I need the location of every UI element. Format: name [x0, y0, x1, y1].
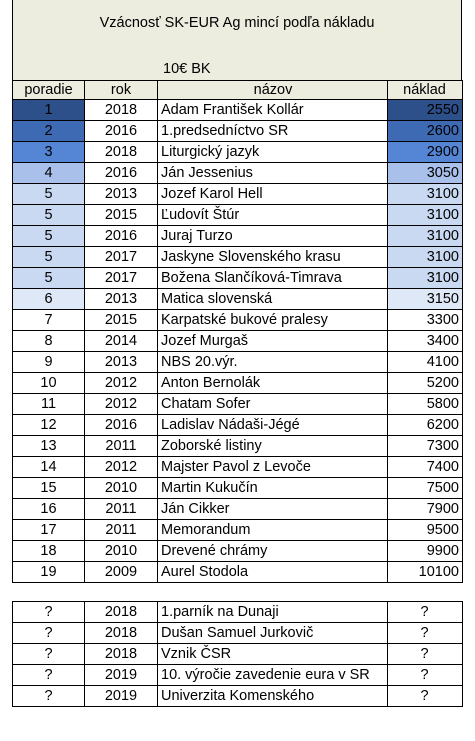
name-cell[interactable]: Ján Cikker [158, 499, 388, 520]
rank-cell[interactable]: 5 [13, 247, 85, 268]
header-row [13, 81, 463, 100]
year-cell[interactable]: 2011 [85, 520, 158, 541]
table-row [13, 520, 463, 541]
rank-cell[interactable]: 4 [13, 163, 85, 184]
year-cell[interactable]: 2016 [85, 415, 158, 436]
year-cell[interactable]: 2009 [85, 562, 158, 583]
year-cell[interactable]: 2015 [85, 205, 158, 226]
header-rank[interactable]: poradie [13, 81, 85, 100]
upcoming-row [13, 644, 463, 665]
cost-cell[interactable]: 2550 [388, 100, 463, 121]
ranking-table [12, 80, 463, 583]
table-row [13, 205, 463, 226]
table-row [13, 394, 463, 415]
name-cell[interactable]: 1.parník na Dunaji [158, 602, 388, 623]
name-cell[interactable]: Jaskyne Slovenského krasu [158, 247, 388, 268]
cost-cell[interactable]: 7300 [388, 436, 463, 457]
rank-cell[interactable]: 14 [13, 457, 85, 478]
rank-cell[interactable]: 19 [13, 562, 85, 583]
upcoming-row [13, 623, 463, 644]
year-cell[interactable]: 2018 [85, 142, 158, 163]
rank-cell[interactable]: 11 [13, 394, 85, 415]
name-cell[interactable]: Božena Slančíková-Timrava [158, 268, 388, 289]
table-row [13, 478, 463, 499]
cost-cell[interactable]: 3100 [388, 268, 463, 289]
rank-cell[interactable]: 18 [13, 541, 85, 562]
name-cell[interactable]: Jozef Murgaš [158, 331, 388, 352]
year-cell[interactable]: 2013 [85, 289, 158, 310]
name-cell[interactable]: Juraj Turzo [158, 226, 388, 247]
rank-cell[interactable]: 1 [13, 100, 85, 121]
rank-cell[interactable]: 2 [13, 121, 85, 142]
name-cell[interactable]: Drevené chrámy [158, 541, 388, 562]
table-gap [12, 583, 462, 601]
year-cell[interactable]: 2019 [85, 686, 158, 707]
name-cell[interactable]: Adam František Kollár [158, 100, 388, 121]
cost-cell[interactable]: 6200 [388, 415, 463, 436]
rank-cell[interactable]: 5 [13, 184, 85, 205]
year-cell[interactable]: 2010 [85, 541, 158, 562]
table-row [13, 562, 463, 583]
rank-cell[interactable]: ? [13, 686, 85, 707]
year-cell[interactable]: 2017 [85, 268, 158, 289]
header-cost[interactable]: náklad [388, 81, 463, 100]
rank-cell[interactable]: 9 [13, 352, 85, 373]
rank-cell[interactable]: 15 [13, 478, 85, 499]
cost-cell[interactable]: 2900 [388, 142, 463, 163]
year-cell[interactable]: 2016 [85, 163, 158, 184]
year-cell[interactable]: 2012 [85, 457, 158, 478]
cost-cell[interactable]: 10100 [388, 562, 463, 583]
cost-cell[interactable]: ? [388, 602, 463, 623]
cost-cell[interactable]: 3100 [388, 205, 463, 226]
year-cell[interactable]: 2011 [85, 499, 158, 520]
cost-cell[interactable]: 3100 [388, 226, 463, 247]
rank-cell[interactable]: 7 [13, 310, 85, 331]
table-row [13, 541, 463, 562]
year-cell[interactable]: 2015 [85, 310, 158, 331]
table-row [13, 163, 463, 184]
rank-cell[interactable]: 12 [13, 415, 85, 436]
year-cell[interactable]: 2012 [85, 373, 158, 394]
year-cell[interactable]: 2016 [85, 121, 158, 142]
cost-cell[interactable]: 2600 [388, 121, 463, 142]
table-row [13, 289, 463, 310]
year-cell[interactable]: 2016 [85, 226, 158, 247]
table-row [13, 142, 463, 163]
year-cell[interactable]: 2011 [85, 436, 158, 457]
sheet-subtitle: 10€ BK [163, 61, 211, 77]
header-name[interactable]: názov [158, 81, 388, 100]
rank-cell[interactable]: 17 [13, 520, 85, 541]
rank-cell[interactable]: 5 [13, 268, 85, 289]
table-row [13, 100, 463, 121]
name-cell[interactable]: Ľudovít Štúr [158, 205, 388, 226]
cost-cell[interactable]: 3400 [388, 331, 463, 352]
name-cell[interactable]: NBS 20.výr. [158, 352, 388, 373]
name-cell[interactable]: Liturgický jazyk [158, 142, 388, 163]
table-row [13, 499, 463, 520]
rank-cell[interactable]: ? [13, 644, 85, 665]
rank-cell[interactable]: ? [13, 602, 85, 623]
name-cell[interactable]: Martin Kukučín [158, 478, 388, 499]
rank-cell[interactable]: 10 [13, 373, 85, 394]
name-cell[interactable]: 1.predsedníctvo SR [158, 121, 388, 142]
year-cell[interactable]: 2018 [85, 100, 158, 121]
cost-cell[interactable]: 7500 [388, 478, 463, 499]
name-cell[interactable]: Aurel Stodola [158, 562, 388, 583]
rank-cell[interactable]: 5 [13, 205, 85, 226]
year-cell[interactable]: 2013 [85, 352, 158, 373]
year-cell[interactable]: 2012 [85, 394, 158, 415]
name-cell[interactable]: Anton Bernolák [158, 373, 388, 394]
year-cell[interactable]: 2013 [85, 184, 158, 205]
table-row [13, 331, 463, 352]
rank-cell[interactable]: 16 [13, 499, 85, 520]
year-cell[interactable]: 2010 [85, 478, 158, 499]
name-cell[interactable]: Karpatské bukové pralesy [158, 310, 388, 331]
name-cell[interactable]: Univerzita Komenského [158, 686, 388, 707]
rank-cell[interactable]: 5 [13, 226, 85, 247]
name-cell[interactable]: Majster Pavol z Levoče [158, 457, 388, 478]
year-cell[interactable]: 2018 [85, 644, 158, 665]
table-row [13, 436, 463, 457]
rank-cell[interactable]: ? [13, 665, 85, 686]
name-cell[interactable]: Vznik ČSR [158, 644, 388, 665]
table-row [13, 352, 463, 373]
sheet-title: Vzácnosť SK-EUR Ag mincí podľa nákladu [99, 15, 375, 31]
year-cell[interactable]: 2019 [85, 665, 158, 686]
cost-cell[interactable]: 4100 [388, 352, 463, 373]
upcoming-row [13, 686, 463, 707]
name-cell[interactable]: Memorandum [158, 520, 388, 541]
name-cell[interactable]: Ján Jessenius [158, 163, 388, 184]
rank-cell[interactable]: 13 [13, 436, 85, 457]
cost-cell[interactable]: 3150 [388, 289, 463, 310]
table-row [13, 415, 463, 436]
cost-cell[interactable]: 3100 [388, 247, 463, 268]
name-cell[interactable]: Matica slovenská [158, 289, 388, 310]
cost-cell[interactable]: 3100 [388, 184, 463, 205]
name-cell[interactable]: Jozef Karol Hell [158, 184, 388, 205]
rank-cell[interactable]: 3 [13, 142, 85, 163]
table-row [13, 247, 463, 268]
table-row [13, 184, 463, 205]
name-cell[interactable]: 10. výročie zavedenie eura v SR [158, 665, 388, 686]
table-row [13, 121, 463, 142]
table-row [13, 457, 463, 478]
cost-cell[interactable]: 5200 [388, 373, 463, 394]
cost-cell[interactable]: 7900 [388, 499, 463, 520]
cost-cell[interactable]: 9500 [388, 520, 463, 541]
upcoming-table [12, 601, 463, 707]
upcoming-row [13, 602, 463, 623]
spreadsheet [12, 0, 462, 707]
title-area [12, 0, 462, 80]
header-year[interactable]: rok [85, 81, 158, 100]
cost-cell[interactable]: 3050 [388, 163, 463, 184]
table-row [13, 226, 463, 247]
table-row [13, 310, 463, 331]
year-cell[interactable]: 2018 [85, 602, 158, 623]
year-cell[interactable]: 2018 [85, 623, 158, 644]
cost-cell[interactable]: ? [388, 686, 463, 707]
table-row [13, 373, 463, 394]
cost-cell[interactable]: ? [388, 623, 463, 644]
rank-cell[interactable]: 6 [13, 289, 85, 310]
rank-cell[interactable]: 8 [13, 331, 85, 352]
cost-cell[interactable]: ? [388, 644, 463, 665]
upcoming-row [13, 665, 463, 686]
cost-cell[interactable]: 5800 [388, 394, 463, 415]
name-cell[interactable]: Ladislav Nádaši-Jégé [158, 415, 388, 436]
rank-cell[interactable]: ? [13, 623, 85, 644]
name-cell[interactable]: Zoborské listiny [158, 436, 388, 457]
name-cell[interactable]: Dušan Samuel Jurkovič [158, 623, 388, 644]
cost-cell[interactable]: ? [388, 665, 463, 686]
cost-cell[interactable]: 3300 [388, 310, 463, 331]
table-row [13, 268, 463, 289]
cost-cell[interactable]: 9900 [388, 541, 463, 562]
cost-cell[interactable]: 7400 [388, 457, 463, 478]
name-cell[interactable]: Chatam Sofer [158, 394, 388, 415]
year-cell[interactable]: 2014 [85, 331, 158, 352]
year-cell[interactable]: 2017 [85, 247, 158, 268]
